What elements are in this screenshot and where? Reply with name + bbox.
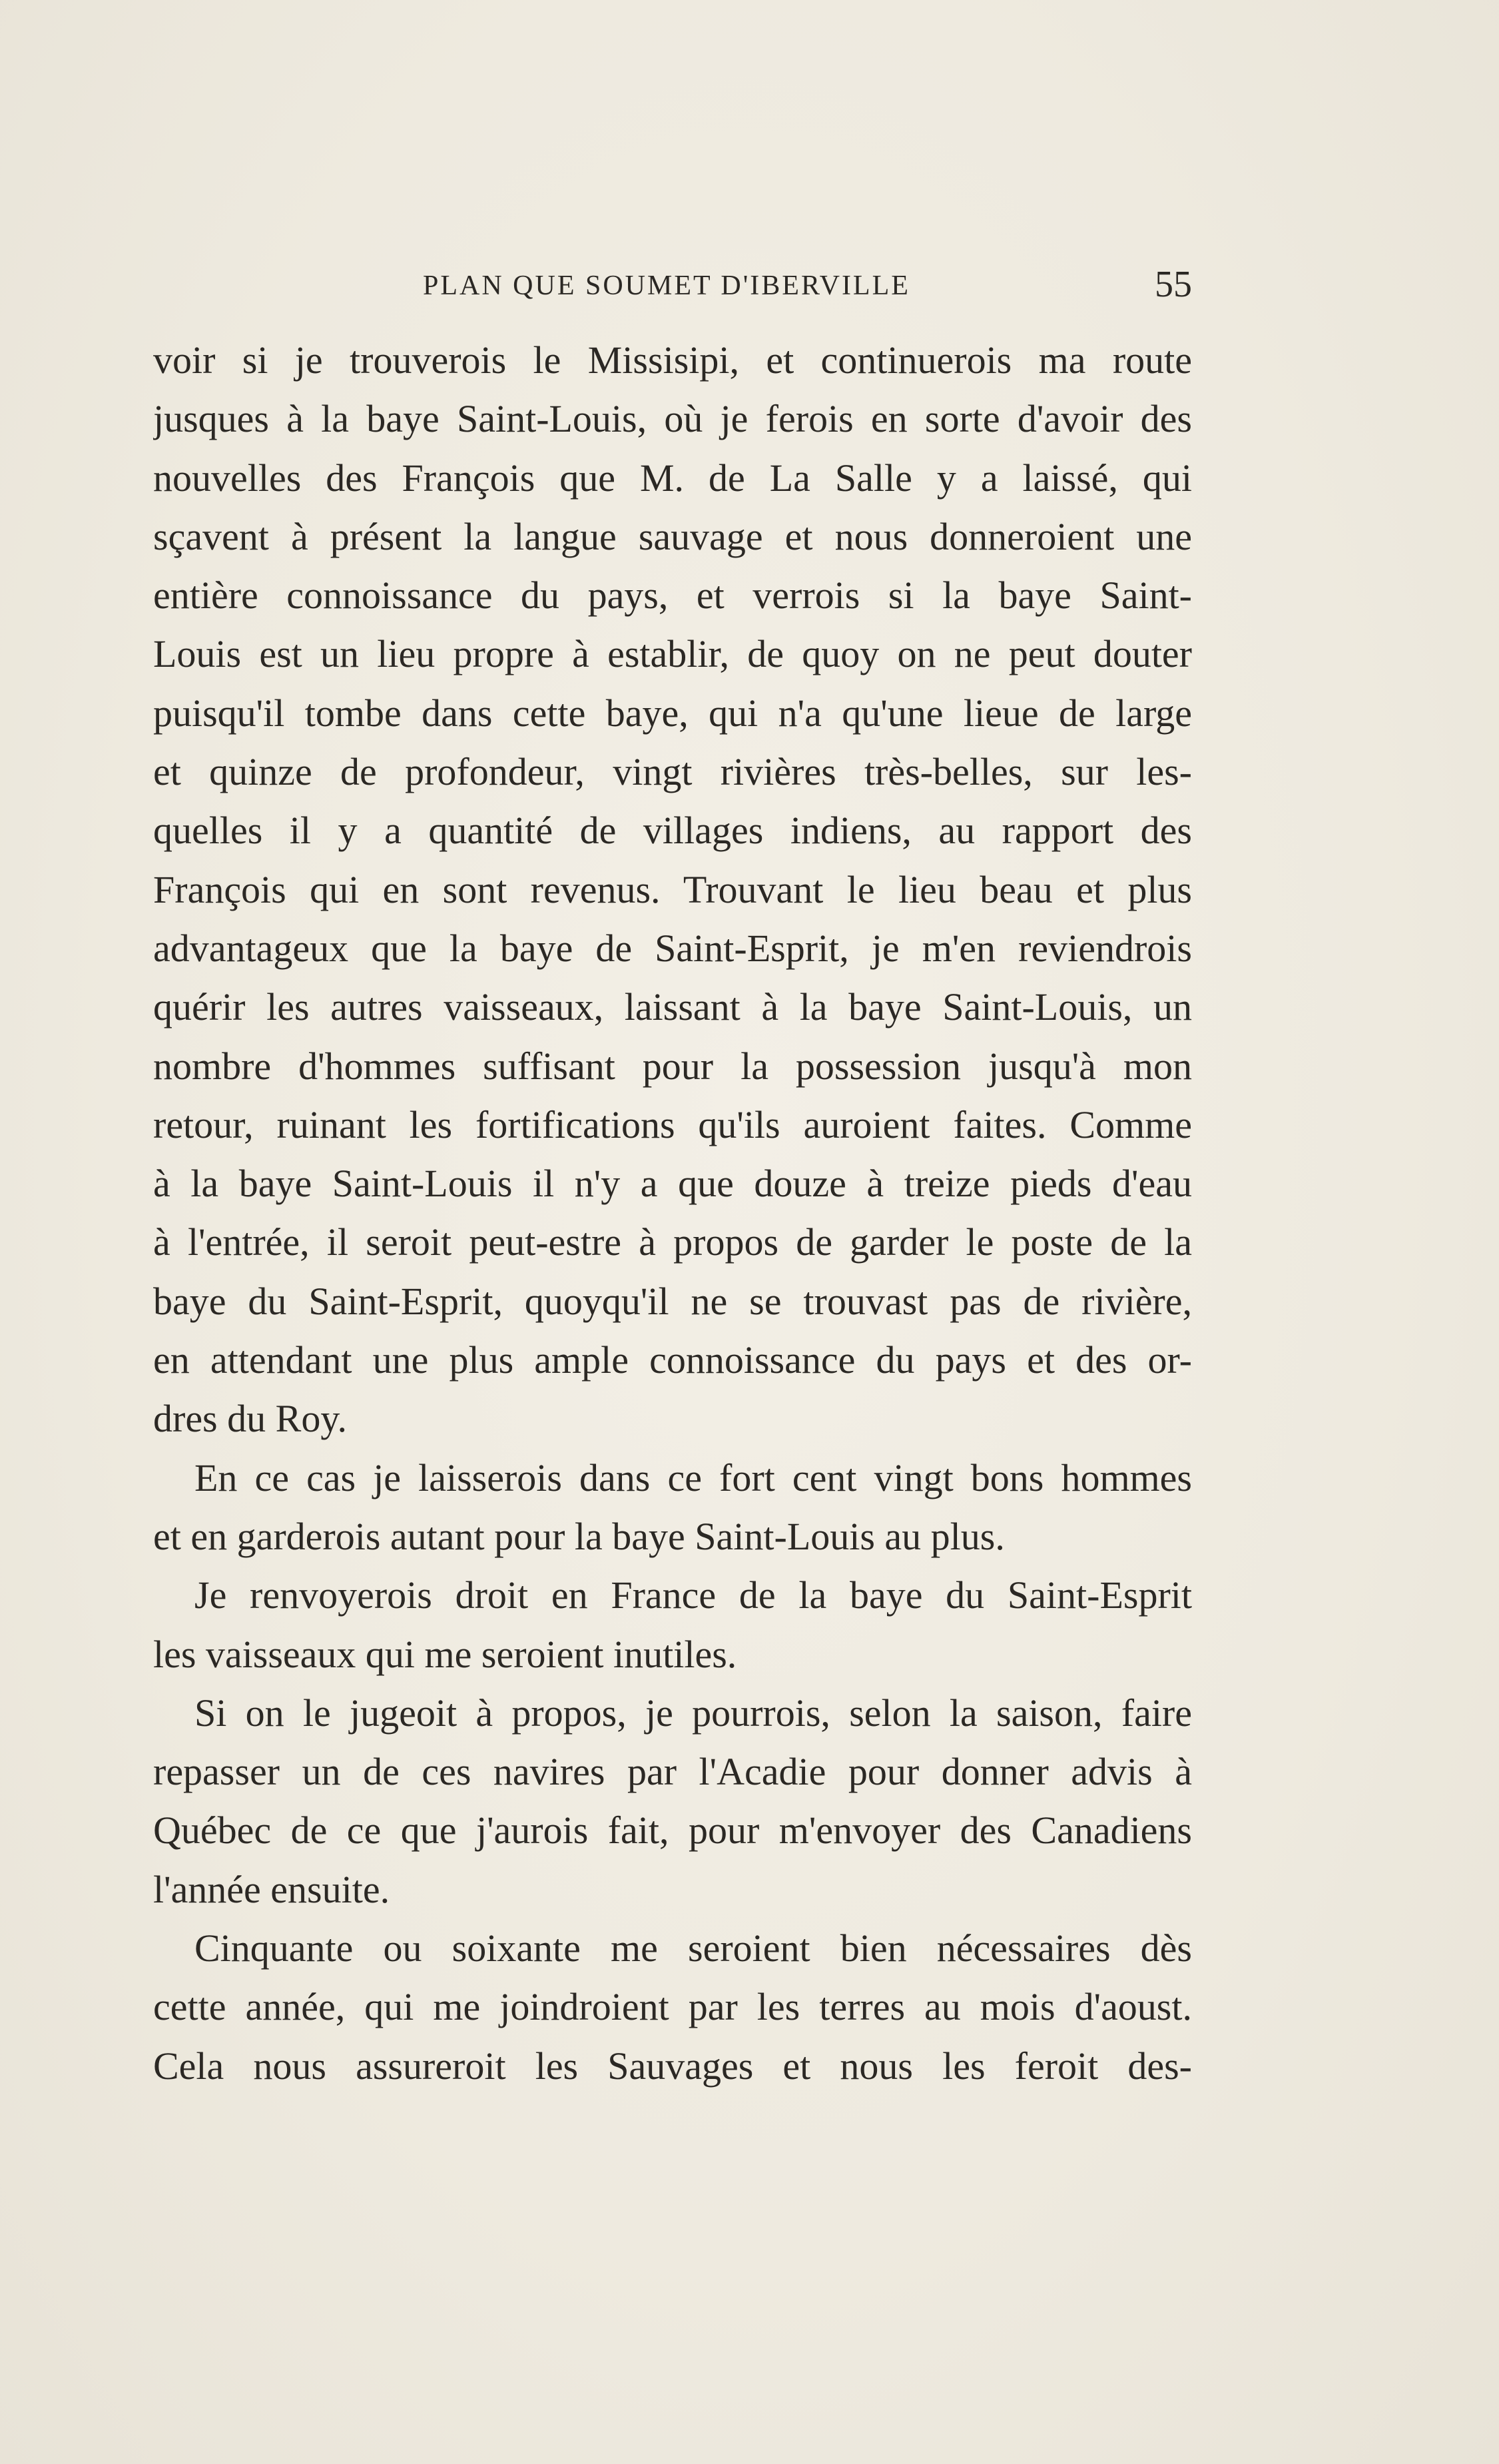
text-line: et en garderois autant pour la baye Saint-Louis au plus. <box>153 1514 1005 1558</box>
text-line: Si on le jugeoit à propos, je pourrois, selon la saison, faire <box>194 1691 1192 1735</box>
text-line: sçavent à présent la langue sauvage et nous donneroient une <box>153 514 1192 558</box>
text-line: Cinquante ou soixante me seroient bien nécessaires dès <box>194 1926 1192 1970</box>
text-line: à la baye Saint-Louis il n'y a que douze à treize pieds d'eau <box>153 1162 1192 1206</box>
text-line: nouvelles des François que M. de La Salle y a laissé, qui <box>153 456 1192 500</box>
text-line: repasser un de ces navires par l'Acadie pour donner advis à <box>153 1750 1192 1794</box>
text-line: François qui en sont revenus. Trouvant le lieu beau et plus <box>153 867 1192 911</box>
text-line: jusques à la baye Saint-Louis, où je ferois en sorte d'avoir des <box>153 397 1192 441</box>
text-line: en attendant une plus ample connoissance du pays et des or- <box>153 1338 1192 1382</box>
text-line: En ce cas je laisserois dans ce fort cent vingt bons hommes <box>194 1455 1192 1499</box>
text-line: quérir les autres vaisseaux, laissant à la baye Saint-Louis, un <box>153 985 1192 1029</box>
text-line: voir si je trouverois le Missisipi, et continuerois ma route <box>153 338 1192 382</box>
running-title: PLAN QUE SOUMET D'IBERVILLE <box>423 270 910 301</box>
text-line: Louis est un lieu propre à establir, de quoy on ne peut douter <box>153 632 1192 676</box>
text-line: à l'entrée, il seroit peut-estre à propos de garder le poste de la <box>153 1220 1192 1264</box>
text-line: entière connoissance du pays, et verrois si la baye Saint- <box>153 574 1192 617</box>
text-line: Cela nous assureroit les Sauvages et nous les feroit des- <box>153 2044 1192 2088</box>
text-line: puisqu'il tombe dans cette baye, qui n'a qu'une lieue de large <box>153 691 1192 735</box>
text-line: quelles il y a quantité de villages indiens, au rapport des <box>153 809 1192 853</box>
text-line: cette année, qui me joindroient par les terres au mois d'aoust. <box>153 1985 1192 2029</box>
text-line: nombre d'hommes suffisant pour la possession jusqu'à mon <box>153 1044 1192 1088</box>
body-text <box>153 331 1192 2096</box>
text-line: baye du Saint-Esprit, quoyqu'il ne se trouvast pas de rivière, <box>153 1279 1192 1323</box>
text-line: Je renvoyerois droit en France de la baye du Saint-Esprit <box>194 1573 1192 1617</box>
text-line: l'année ensuite. <box>153 1867 390 1911</box>
text-line: les vaisseaux qui me seroient inutiles. <box>153 1632 737 1676</box>
page-header <box>153 263 1192 310</box>
text-line: dres du Roy. <box>153 1397 348 1441</box>
text-line: advantageux que la baye de Saint-Esprit, je m'en reviendrois <box>153 926 1192 970</box>
page-number: 55 <box>1155 264 1192 305</box>
text-line: et quinze de profondeur, vingt rivières très-belles, sur les- <box>153 750 1192 794</box>
text-line: Québec de ce que j'aurois fait, pour m'envoyer des Canadiens <box>153 1809 1192 1852</box>
text-line: retour, ruinant les fortifications qu'ils auroient faites. Comme <box>153 1102 1192 1146</box>
